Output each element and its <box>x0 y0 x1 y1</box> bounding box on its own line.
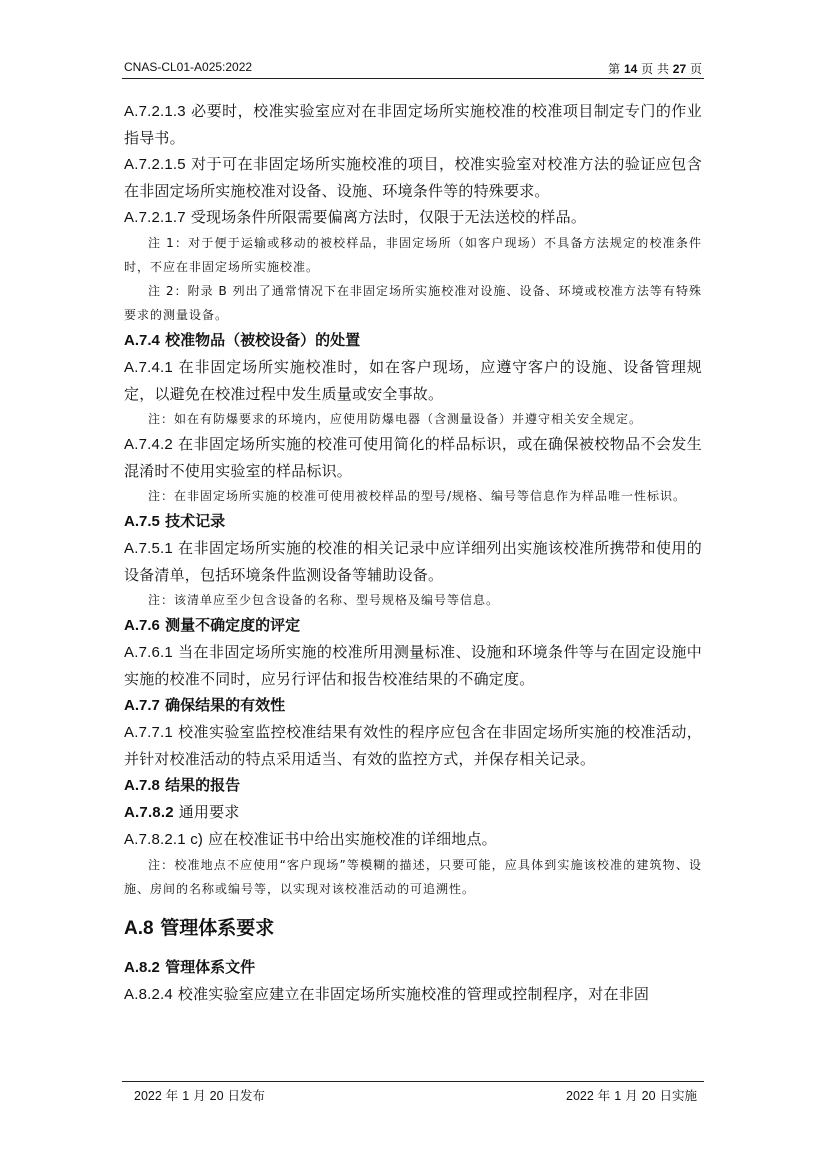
page-indicator: 第 14 页 共 27 页 <box>608 62 702 76</box>
footer-rule <box>122 1081 704 1082</box>
clause-text: 管理体系文件 <box>159 958 256 976</box>
clause-text: 结果的报告 <box>159 776 241 794</box>
clause-paragraph <box>124 826 702 853</box>
clause-paragraph <box>124 535 702 588</box>
note-paragraph <box>124 231 702 279</box>
clause-number: A.7.6 <box>124 617 160 634</box>
clause-number: A.7.5.1 <box>124 540 173 557</box>
clause-number: A.7.6.1 <box>124 644 173 661</box>
document-code: CNAS-CL01-A025:2022 <box>124 60 253 74</box>
clause-text: 校准实验室应建立在非固定场所实施校准的管理或控制程序，对在非固 <box>172 985 650 1003</box>
section-heading <box>124 772 702 799</box>
clause-text: 测量不确定度的评定 <box>159 616 301 634</box>
note-text: 注：在非固定场所实施的校准可使用被校样品的型号/规格、编号等信息作为样品唯一性标识。 <box>148 489 687 503</box>
clause-paragraph <box>124 98 702 151</box>
clause-text: 技术记录 <box>159 512 226 530</box>
clause-number: A.7.8.2 <box>124 804 174 821</box>
clause-text: 校准物品（被校设备）的处置 <box>159 331 361 349</box>
clause-text: 在非固定场所实施的校准可使用简化的样品标识，或在确保被校物品不会发生混淆时不使用实验室的样品标识。 <box>124 435 702 480</box>
note-paragraph <box>124 407 702 431</box>
clause-number: A.8 <box>124 918 154 939</box>
section-heading <box>124 692 702 719</box>
clause-text: 通用要求 <box>173 803 240 821</box>
implementation-date: 2022 年 1 月 20 日实施 <box>566 1088 698 1103</box>
note-text: 注：如在有防爆要求的环境内，应使用防爆电器（含测量设备）并遵守相关安全规定。 <box>148 412 643 426</box>
clause-number: A.7.7 <box>124 697 160 714</box>
clause-text: 对于可在非固定场所实施校准的项目，校准实验室对校准方法的验证应包含在非固定场所实施校准对设备、设施、环境条件等的特殊要求。 <box>124 155 702 200</box>
clause-text: 在非固定场所实施的校准的相关记录中应详细列出实施该校准所携带和使用的设备清单，包括环境条件监测设备等辅助设备。 <box>124 539 702 584</box>
clause-paragraph <box>124 639 702 692</box>
clause-paragraph <box>124 799 702 826</box>
clause-paragraph <box>124 981 702 1008</box>
clause-text: 应在校准证书中给出实施校准的详细地点。 <box>203 830 497 848</box>
note-paragraph <box>124 279 702 327</box>
section-heading <box>124 327 702 354</box>
clause-text: 管理体系要求 <box>153 917 275 939</box>
chapter-heading <box>124 913 702 944</box>
section-heading <box>124 954 702 981</box>
clause-text: 确保结果的有效性 <box>159 696 286 714</box>
note-text: 注 1：对于便于运输或移动的被校样品，非固定场所（如客户现场）不具备方法规定的校准条件时，不应在非固定场所实施校准。 <box>124 236 702 274</box>
clause-number: A.7.8 <box>124 777 160 794</box>
clause-paragraph <box>124 354 702 407</box>
current-page-number: 14 <box>623 62 638 76</box>
clause-number: A.7.4 <box>124 332 160 349</box>
header-rule <box>122 78 704 79</box>
clause-number: A.7.7.1 <box>124 724 173 741</box>
issue-date: 2022 年 1 月 20 日发布 <box>134 1088 266 1103</box>
clause-number: A.7.4.1 <box>124 359 173 376</box>
section-heading <box>124 508 702 535</box>
note-paragraph <box>124 853 702 901</box>
clause-paragraph <box>124 151 702 204</box>
clause-text: 当在非固定场所实施的校准所用测量标准、设施和环境条件等与在固定设施中实施的校准不同时，应另行评估和报告校准结果的不确定度。 <box>124 643 702 688</box>
clause-number: A.7.2.1.3 <box>124 103 186 120</box>
clause-number: A.7.4.2 <box>124 436 173 453</box>
clause-number: A.7.8.2.1 c) <box>124 831 204 848</box>
clause-number: A.8.2 <box>124 959 160 976</box>
note-text: 注 2：附录 B 列出了通常情况下在非固定场所实施校准对设施、设备、环境或校准方法等有特殊要求的测量设备。 <box>124 284 702 322</box>
note-text: 注：校准地点不应使用“客户现场”等模糊的描述，只要可能，应具体到实施该校准的建筑物、设施、房间的名称或编号等，以实现对该校准活动的可追溯性。 <box>124 858 702 896</box>
note-text: 注：该清单应至少包含设备的名称、型号规格及编号等信息。 <box>148 593 500 607</box>
clause-text: 校准实验室监控校准结果有效性的程序应包含在非固定场所实施的校准活动，并针对校准活动的特点采用适当、有效的监控方式，并保存相关记录。 <box>124 723 702 768</box>
clause-number: A.8.2.4 <box>124 986 173 1003</box>
clause-paragraph <box>124 431 702 484</box>
document-body <box>124 98 702 1008</box>
page-header <box>122 60 704 78</box>
clause-text: 受现场条件所限需要偏离方法时，仅限于无法送校的样品。 <box>185 208 587 226</box>
clause-number: A.7.2.1.7 <box>124 209 186 226</box>
total-pages: 27 <box>672 62 687 76</box>
clause-number: A.7.2.1.5 <box>124 156 186 173</box>
clause-paragraph <box>124 719 702 772</box>
clause-text: 在非固定场所实施校准时，如在客户现场，应遵守客户的设施、设备管理规定，以避免在校准过程中发生质量或安全事故。 <box>124 358 702 403</box>
note-paragraph <box>124 484 702 508</box>
clause-paragraph <box>124 204 702 231</box>
note-paragraph <box>124 588 702 612</box>
section-heading <box>124 612 702 639</box>
clause-text: 必要时，校准实验室应对在非固定场所实施校准的校准项目制定专门的作业指导书。 <box>124 102 702 147</box>
clause-number: A.7.5 <box>124 513 160 530</box>
